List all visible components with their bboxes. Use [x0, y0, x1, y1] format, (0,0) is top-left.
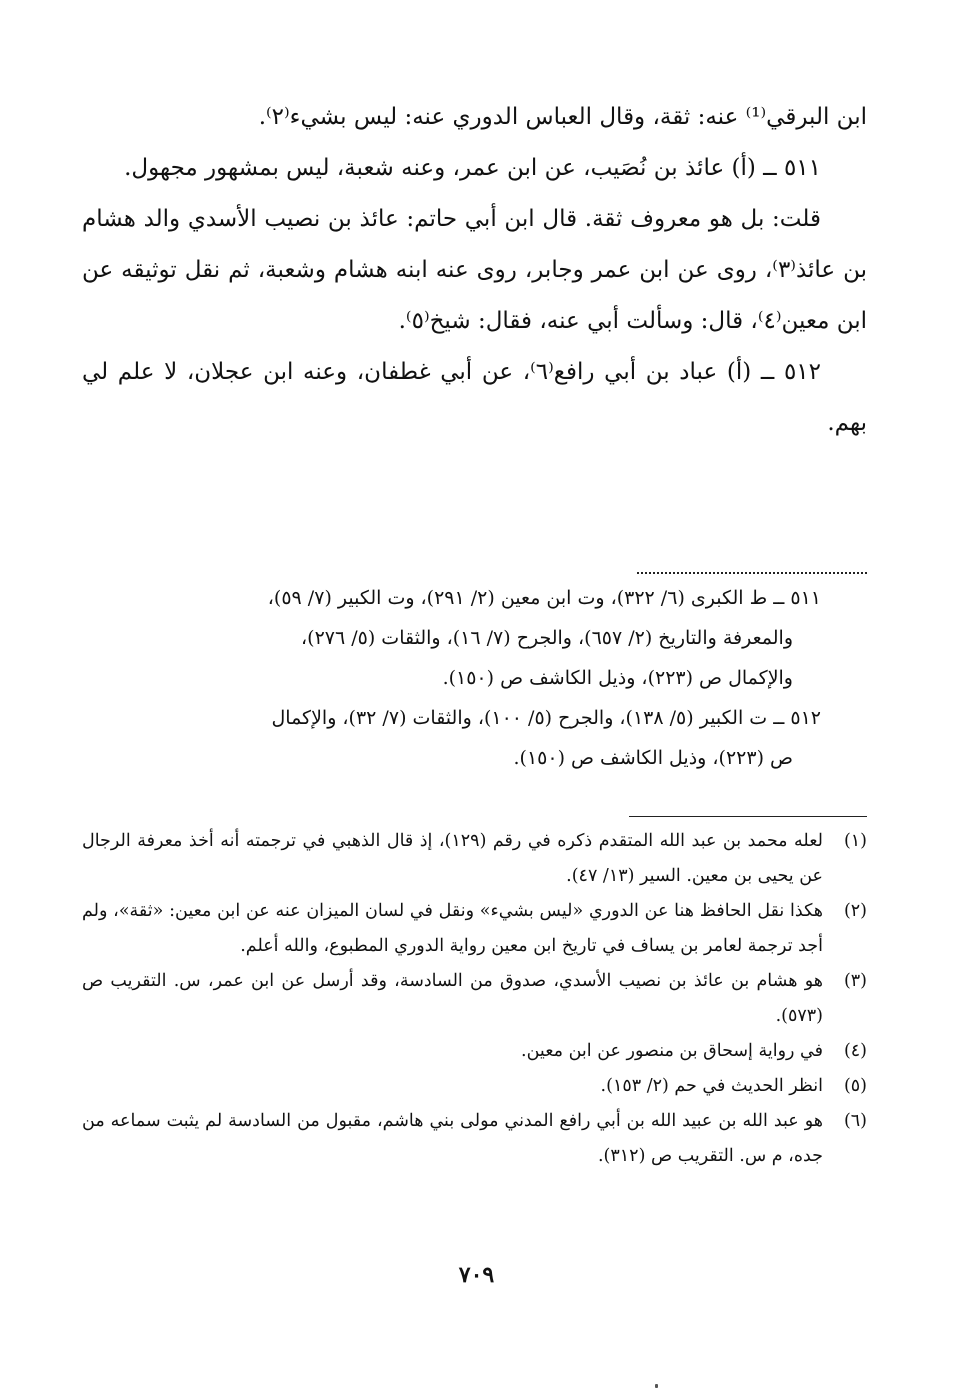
- footnote-2: [82, 894, 867, 964]
- source-line: والإكمال ص (٢٢٣)، وذيل الكاشف ص (١٥٠).: [442, 667, 793, 689]
- dotted-separator: [637, 572, 867, 574]
- footnotes-section: [82, 824, 867, 1174]
- entry-511: ٥١١ ــ (أ) عائذ بن نُصَيب، عن ابن عمر، وعنه شعبة، ليس بمشهور مجهول.: [124, 155, 821, 181]
- main-paragraph: ابن البرقي⁽¹⁾ عنه: ثقة، وقال العباس الدوري عنه: ليس بشيء⁽٢⁾.: [258, 104, 867, 130]
- main-text: [82, 92, 867, 449]
- sources-section: [82, 578, 867, 778]
- footnote-number: (٦): [843, 1111, 867, 1131]
- source-entry-511: [82, 578, 867, 698]
- footnote-rule: [629, 816, 867, 817]
- footnote-5: [82, 1069, 867, 1104]
- source-line: ص (٢٢٣)، وذيل الكاشف ص (١٥٠).: [513, 747, 793, 769]
- footnote-text: هكذا نقل الحافظ هنا عن الدوري «ليس بشيء» ونقل في لسان الميزان عنه عن ابن معين: «ثقة»، ولم أجد ترجمة لعامر بن يساف في تاريخ ابن معين رواية الدوري المطبوع، والله أعلم.: [82, 901, 823, 956]
- page-number: ٧٠٩: [458, 1262, 495, 1288]
- comment-511: قلت: بل هو معروف ثقة. قال ابن أبي حاتم: عائذ بن نصيب الأسدي والد هشام بن عائذ⁽٣⁾، روى عن ابن عمر وجابر، روى عنه ابنه هشام وشعبة، ثم نقل توثيقه عن ابن معين⁽٤⁾، قال: وسألت أبي عنه، فقال: شيخ⁽٥⁾.: [82, 206, 868, 334]
- footnote-3: [82, 964, 867, 1034]
- footnote-number: (١): [843, 831, 867, 851]
- footnote-text: لعله محمد بن عبد الله المتقدم ذكره في رقم (١٢٩)، إذ قال الذهبي في ترجمته أنه أخذ معرفة الرجال عن يحيى بن معين. السير (١٣/ ٤٧).: [82, 831, 823, 886]
- source-line: ٥١٢ ــ ت الكبير (٥/ ١٣٨)، والجرح (٥/ ١٠٠)، والثقات (٧/ ٣٢)، والإكمال: [271, 707, 821, 729]
- source-entry-512: [82, 698, 867, 778]
- footnote-text: في رواية إسحاق بن منصور عن ابن معين.: [521, 1041, 823, 1061]
- footnote-number: (٢): [843, 901, 867, 921]
- footnote-number: (٥): [843, 1076, 867, 1096]
- footnote-text: انظر الحديث في حم (٢/ ١٥٣).: [600, 1076, 823, 1096]
- footnote-number: (٣): [843, 971, 867, 991]
- footnote-6: [82, 1104, 867, 1174]
- footnote-4: [82, 1034, 867, 1069]
- entry-512: ٥١٢ ــ (أ) عباد بن أبي رافع⁽٦⁾، عن أبي غطفان، وعنه ابن عجلان، لا علم لي بهم.: [82, 359, 867, 436]
- footnote-1: [82, 824, 867, 894]
- source-line: والمعرفة والتاريخ (٢/ ٦٥٧)، والجرح (٧/ ١٦)، والثقات (٥/ ٢٧٦)،: [301, 627, 793, 649]
- source-line: ٥١١ ــ ط الكبرى (٦/ ٣٢٢)، وت ابن معين (٢/ ٢٩١)، وت الكبير (٧/ ٥٩)،: [267, 587, 821, 609]
- footnote-text: هو هشام بن عائذ بن نصيب الأسدي، صدوق من السادسة، وقد أرسل عن ابن عمر، س. التقريب ص (٥٧٣).: [82, 971, 823, 1026]
- footnote-number: (٤): [843, 1041, 867, 1061]
- scan-speck: [655, 1384, 658, 1388]
- footnote-text: هو عبد الله بن عبيد الله بن أبي رافع المدني مولى بني هاشم، مقبول من السادسة لم يثبت سماعه من جده، م س. التقريب ص (٣١٢).: [82, 1111, 823, 1166]
